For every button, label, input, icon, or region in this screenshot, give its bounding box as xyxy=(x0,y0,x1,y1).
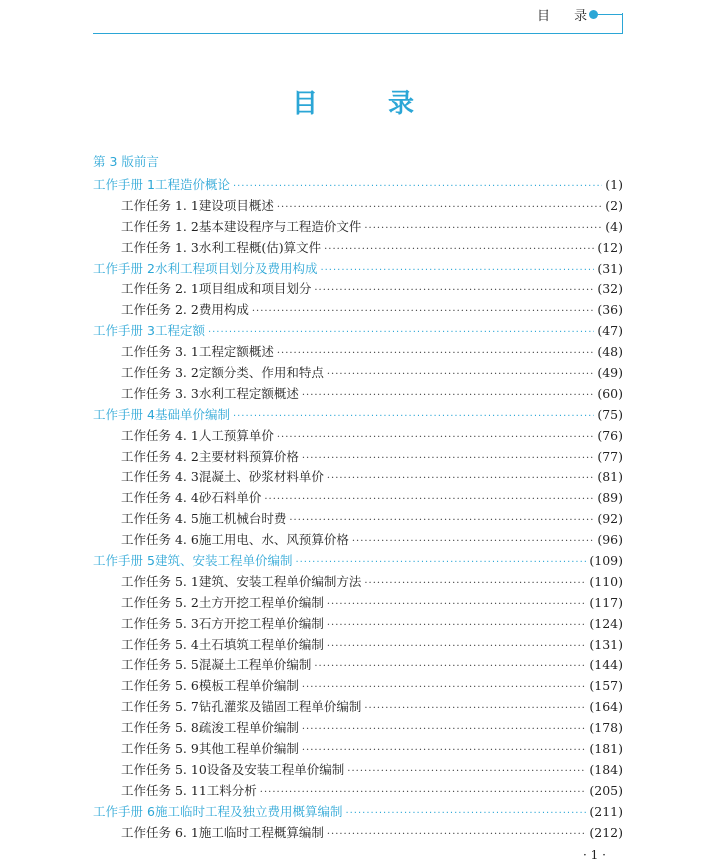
toc-entry-number: 工作任务 4. 6 xyxy=(121,532,199,548)
toc-task-entry[interactable] xyxy=(93,426,623,447)
toc-entry-number: 工作任务 4. 2 xyxy=(121,448,199,464)
toc-entry-number: 工作手册 5 xyxy=(93,553,155,569)
toc-entry-title: 施工临时工程及独立费用概算编制 xyxy=(154,803,343,819)
toc-task-entry[interactable] xyxy=(93,300,623,321)
toc-entry-page: (48) xyxy=(597,344,623,360)
toc-entry-page: (109) xyxy=(589,553,623,569)
toc-entry-number: 工作任务 3. 3 xyxy=(121,385,199,401)
toc-dot-leader xyxy=(364,223,602,234)
toc-dot-leader xyxy=(252,306,594,317)
table-of-contents xyxy=(93,175,623,844)
toc-dot-leader xyxy=(302,453,594,464)
toc-task-entry[interactable] xyxy=(93,279,623,300)
toc-entry-page: (49) xyxy=(597,365,623,381)
toc-entry-page: (2) xyxy=(605,197,623,213)
toc-entry-page: (1) xyxy=(605,177,623,192)
toc-entry-page: (117) xyxy=(589,594,623,610)
toc-dot-leader xyxy=(260,787,587,798)
toc-task-entry[interactable] xyxy=(93,217,623,238)
toc-task-entry[interactable] xyxy=(93,363,623,384)
toc-entry-page: (75) xyxy=(597,406,623,422)
toc-entry-title: 工程造价概论 xyxy=(154,177,230,192)
toc-dot-leader xyxy=(277,432,594,443)
toc-entry-title: 模板工程单价编制 xyxy=(198,678,299,694)
toc-entry-number: 工作任务 5. 7 xyxy=(121,699,199,715)
toc-entry-page: (184) xyxy=(589,761,623,777)
toc-task-entry[interactable] xyxy=(93,635,623,656)
toc-entry-page: (205) xyxy=(589,782,623,798)
running-header-title: 目 录 xyxy=(537,9,598,24)
toc-task-entry[interactable] xyxy=(93,593,623,614)
toc-entry-number: 工作任务 1. 2 xyxy=(121,218,199,234)
toc-entry-number: 工作手册 1 xyxy=(93,177,155,192)
toc-entry-number: 工作任务 5. 1 xyxy=(121,573,199,589)
toc-dot-leader xyxy=(352,536,594,547)
toc-entry-number: 工作任务 3. 2 xyxy=(121,365,199,381)
toc-entry-title: 混凝土、砂浆材料单价 xyxy=(198,469,324,485)
toc-task-entry[interactable] xyxy=(93,572,623,593)
toc-entry-title: 疏浚工程单价编制 xyxy=(198,720,299,736)
toc-entry-page: (164) xyxy=(589,699,623,715)
toc-dot-leader xyxy=(327,473,594,484)
header-corner-vertical xyxy=(622,13,623,34)
toc-entry-number: 工作任务 2. 1 xyxy=(121,281,199,297)
toc-dot-leader xyxy=(302,724,587,735)
toc-task-entry[interactable] xyxy=(93,697,623,718)
toc-entry-page: (12) xyxy=(597,239,623,255)
toc-entry-number: 工作任务 4. 3 xyxy=(121,469,199,485)
toc-entry-title: 土方开挖工程单价编制 xyxy=(198,594,324,610)
toc-task-entry[interactable] xyxy=(93,447,623,468)
toc-dot-leader xyxy=(314,285,594,296)
toc-entry-title: 砂石料单价 xyxy=(198,490,262,506)
toc-manual-entry[interactable] xyxy=(93,175,623,196)
toc-entry-number: 工作任务 5. 8 xyxy=(121,720,199,736)
toc-task-entry[interactable] xyxy=(93,238,623,259)
toc-entry-title: 建筑、安装工程单价编制方法 xyxy=(198,573,362,589)
toc-entry-number: 工作任务 5. 10 xyxy=(121,761,207,777)
toc-entry-page: (178) xyxy=(589,720,623,736)
toc-dot-leader xyxy=(327,369,594,380)
toc-dot-leader xyxy=(314,661,586,672)
toc-task-entry[interactable] xyxy=(93,760,623,781)
toc-dot-leader xyxy=(277,348,594,359)
toc-entry-title: 项目组成和项目划分 xyxy=(198,281,312,297)
toc-entry-page: (89) xyxy=(597,490,623,506)
toc-entry-number: 工作任务 6. 1 xyxy=(121,824,199,840)
toc-entry-page: (47) xyxy=(597,323,623,339)
toc-entry-title: 土石填筑工程单价编制 xyxy=(198,636,324,652)
toc-entry-page: (81) xyxy=(597,469,623,485)
toc-entry-title: 工程定额 xyxy=(154,323,205,339)
toc-preface-link[interactable]: 第 3 版前言 xyxy=(93,154,159,169)
page-number: · 1 · xyxy=(583,848,606,862)
toc-task-entry[interactable] xyxy=(93,384,623,405)
toc-manual-entry[interactable] xyxy=(93,551,623,572)
toc-dot-leader xyxy=(327,599,587,610)
toc-entry-title: 主要材料预算价格 xyxy=(198,448,299,464)
toc-task-entry[interactable] xyxy=(93,823,623,844)
toc-entry-page: (77) xyxy=(597,448,623,464)
toc-task-entry[interactable] xyxy=(93,488,623,509)
toc-entry-number: 工作手册 3 xyxy=(93,323,155,339)
toc-task-entry[interactable] xyxy=(93,614,623,635)
toc-entry-page: (157) xyxy=(589,678,623,694)
page-title: 目 录 xyxy=(291,89,436,119)
toc-entry-number: 工作任务 5. 11 xyxy=(121,782,207,798)
toc-task-entry[interactable] xyxy=(93,781,623,802)
toc-dot-leader xyxy=(327,829,587,840)
toc-entry-page: (211) xyxy=(589,803,623,819)
toc-task-entry[interactable] xyxy=(93,655,623,676)
toc-entry-title: 费用构成 xyxy=(198,302,249,318)
toc-entry-number: 工作任务 5. 6 xyxy=(121,678,199,694)
toc-entry-page: (131) xyxy=(589,636,623,652)
toc-entry-title: 施工用电、水、风预算价格 xyxy=(198,532,349,548)
toc-entry-page: (32) xyxy=(597,281,623,297)
toc-dot-leader xyxy=(327,641,587,652)
toc-entry-page: (31) xyxy=(597,260,623,276)
toc-task-entry[interactable] xyxy=(93,530,623,551)
toc-entry-title: 石方开挖工程单价编制 xyxy=(198,615,324,631)
toc-entry-page: (4) xyxy=(605,218,623,234)
toc-entry-title: 水利工程项目划分及费用构成 xyxy=(154,260,318,276)
toc-task-entry[interactable] xyxy=(93,718,623,739)
toc-entry-number: 工作手册 4 xyxy=(93,406,155,422)
toc-entry-title: 建设项目概述 xyxy=(198,197,274,213)
toc-dot-leader xyxy=(264,494,594,505)
toc-entry-page: (181) xyxy=(589,741,623,757)
toc-task-entry[interactable] xyxy=(93,739,623,760)
toc-entry-title: 钻孔灌浆及锚固工程单价编制 xyxy=(198,699,362,715)
toc-entry-page: (36) xyxy=(597,302,623,318)
header-corner-horizontal xyxy=(597,14,623,15)
toc-task-entry[interactable] xyxy=(93,509,623,530)
toc-entry-title: 人工预算单价 xyxy=(198,427,274,443)
header-rule xyxy=(93,33,623,34)
toc-entry-number: 工作任务 2. 2 xyxy=(121,302,199,318)
toc-manual-entry[interactable] xyxy=(93,259,623,280)
toc-entry-title: 工程定额概述 xyxy=(198,344,274,360)
toc-dot-leader xyxy=(208,327,594,338)
toc-task-entry[interactable] xyxy=(93,467,623,488)
toc-dot-leader xyxy=(324,244,594,255)
toc-dot-leader xyxy=(295,557,586,568)
toc-dot-leader xyxy=(327,620,587,631)
toc-dot-leader xyxy=(289,515,594,526)
toc-entry-title: 工料分析 xyxy=(206,782,257,798)
toc-dot-leader xyxy=(320,265,594,276)
toc-dot-leader xyxy=(364,578,586,589)
toc-entry-title: 定额分类、作用和特点 xyxy=(198,365,324,381)
toc-entry-title: 其他工程单价编制 xyxy=(198,741,299,757)
toc-task-entry[interactable] xyxy=(93,676,623,697)
toc-entry-page: (96) xyxy=(597,532,623,548)
toc-entry-number: 工作任务 4. 5 xyxy=(121,511,199,527)
toc-entry-title: 建筑、安装工程单价编制 xyxy=(154,553,293,569)
toc-dot-leader xyxy=(302,745,587,756)
toc-dot-leader xyxy=(233,411,594,422)
toc-entry-number: 工作任务 1. 1 xyxy=(121,197,199,213)
toc-entry-page: (60) xyxy=(597,385,623,401)
toc-manual-entry[interactable] xyxy=(93,802,623,823)
toc-dot-leader xyxy=(364,703,586,714)
toc-entry-title: 混凝土工程单价编制 xyxy=(198,657,312,673)
toc-entry-number: 工作任务 5. 4 xyxy=(121,636,199,652)
toc-entry-number: 工作任务 4. 4 xyxy=(121,490,199,506)
toc-entry-number: 工作任务 5. 5 xyxy=(121,657,199,673)
toc-entry-number: 工作任务 5. 3 xyxy=(121,615,199,631)
toc-entry-title: 施工临时工程概算编制 xyxy=(198,824,324,840)
toc-task-entry[interactable] xyxy=(93,342,623,363)
toc-entry-page: (124) xyxy=(589,615,623,631)
toc-dot-leader xyxy=(233,181,602,192)
toc-entry-title: 施工机械台时费 xyxy=(198,511,287,527)
toc-entry-number: 工作手册 6 xyxy=(93,803,155,819)
toc-entry-title: 基本建设程序与工程造价文件 xyxy=(198,218,362,234)
toc-entry-number: 工作任务 5. 2 xyxy=(121,594,199,610)
toc-dot-leader xyxy=(345,808,586,819)
toc-entry-title: 设备及安装工程单价编制 xyxy=(206,761,345,777)
toc-dot-leader xyxy=(302,390,594,401)
toc-dot-leader xyxy=(302,682,587,693)
toc-entry-number: 工作任务 5. 9 xyxy=(121,741,199,757)
toc-entry-page: (212) xyxy=(589,824,623,840)
toc-entry-page: (144) xyxy=(589,657,623,673)
toc-task-entry[interactable] xyxy=(93,196,623,217)
toc-entry-number: 工作任务 1. 3 xyxy=(121,239,199,255)
toc-manual-entry[interactable] xyxy=(93,321,623,342)
toc-entry-title: 水利工程概(估)算文件 xyxy=(198,239,322,255)
toc-dot-leader xyxy=(277,202,602,213)
toc-entry-title: 水利工程定额概述 xyxy=(198,385,299,401)
toc-manual-entry[interactable] xyxy=(93,405,623,426)
toc-entry-page: (76) xyxy=(597,427,623,443)
toc-dot-leader xyxy=(347,766,586,777)
toc-entry-page: (110) xyxy=(589,573,623,589)
toc-entry-number: 工作任务 3. 1 xyxy=(121,344,199,360)
toc-entry-number: 工作任务 4. 1 xyxy=(121,427,199,443)
toc-entry-number: 工作手册 2 xyxy=(93,260,155,276)
toc-entry-page: (92) xyxy=(597,511,623,527)
toc-entry-title: 基础单价编制 xyxy=(154,406,230,422)
